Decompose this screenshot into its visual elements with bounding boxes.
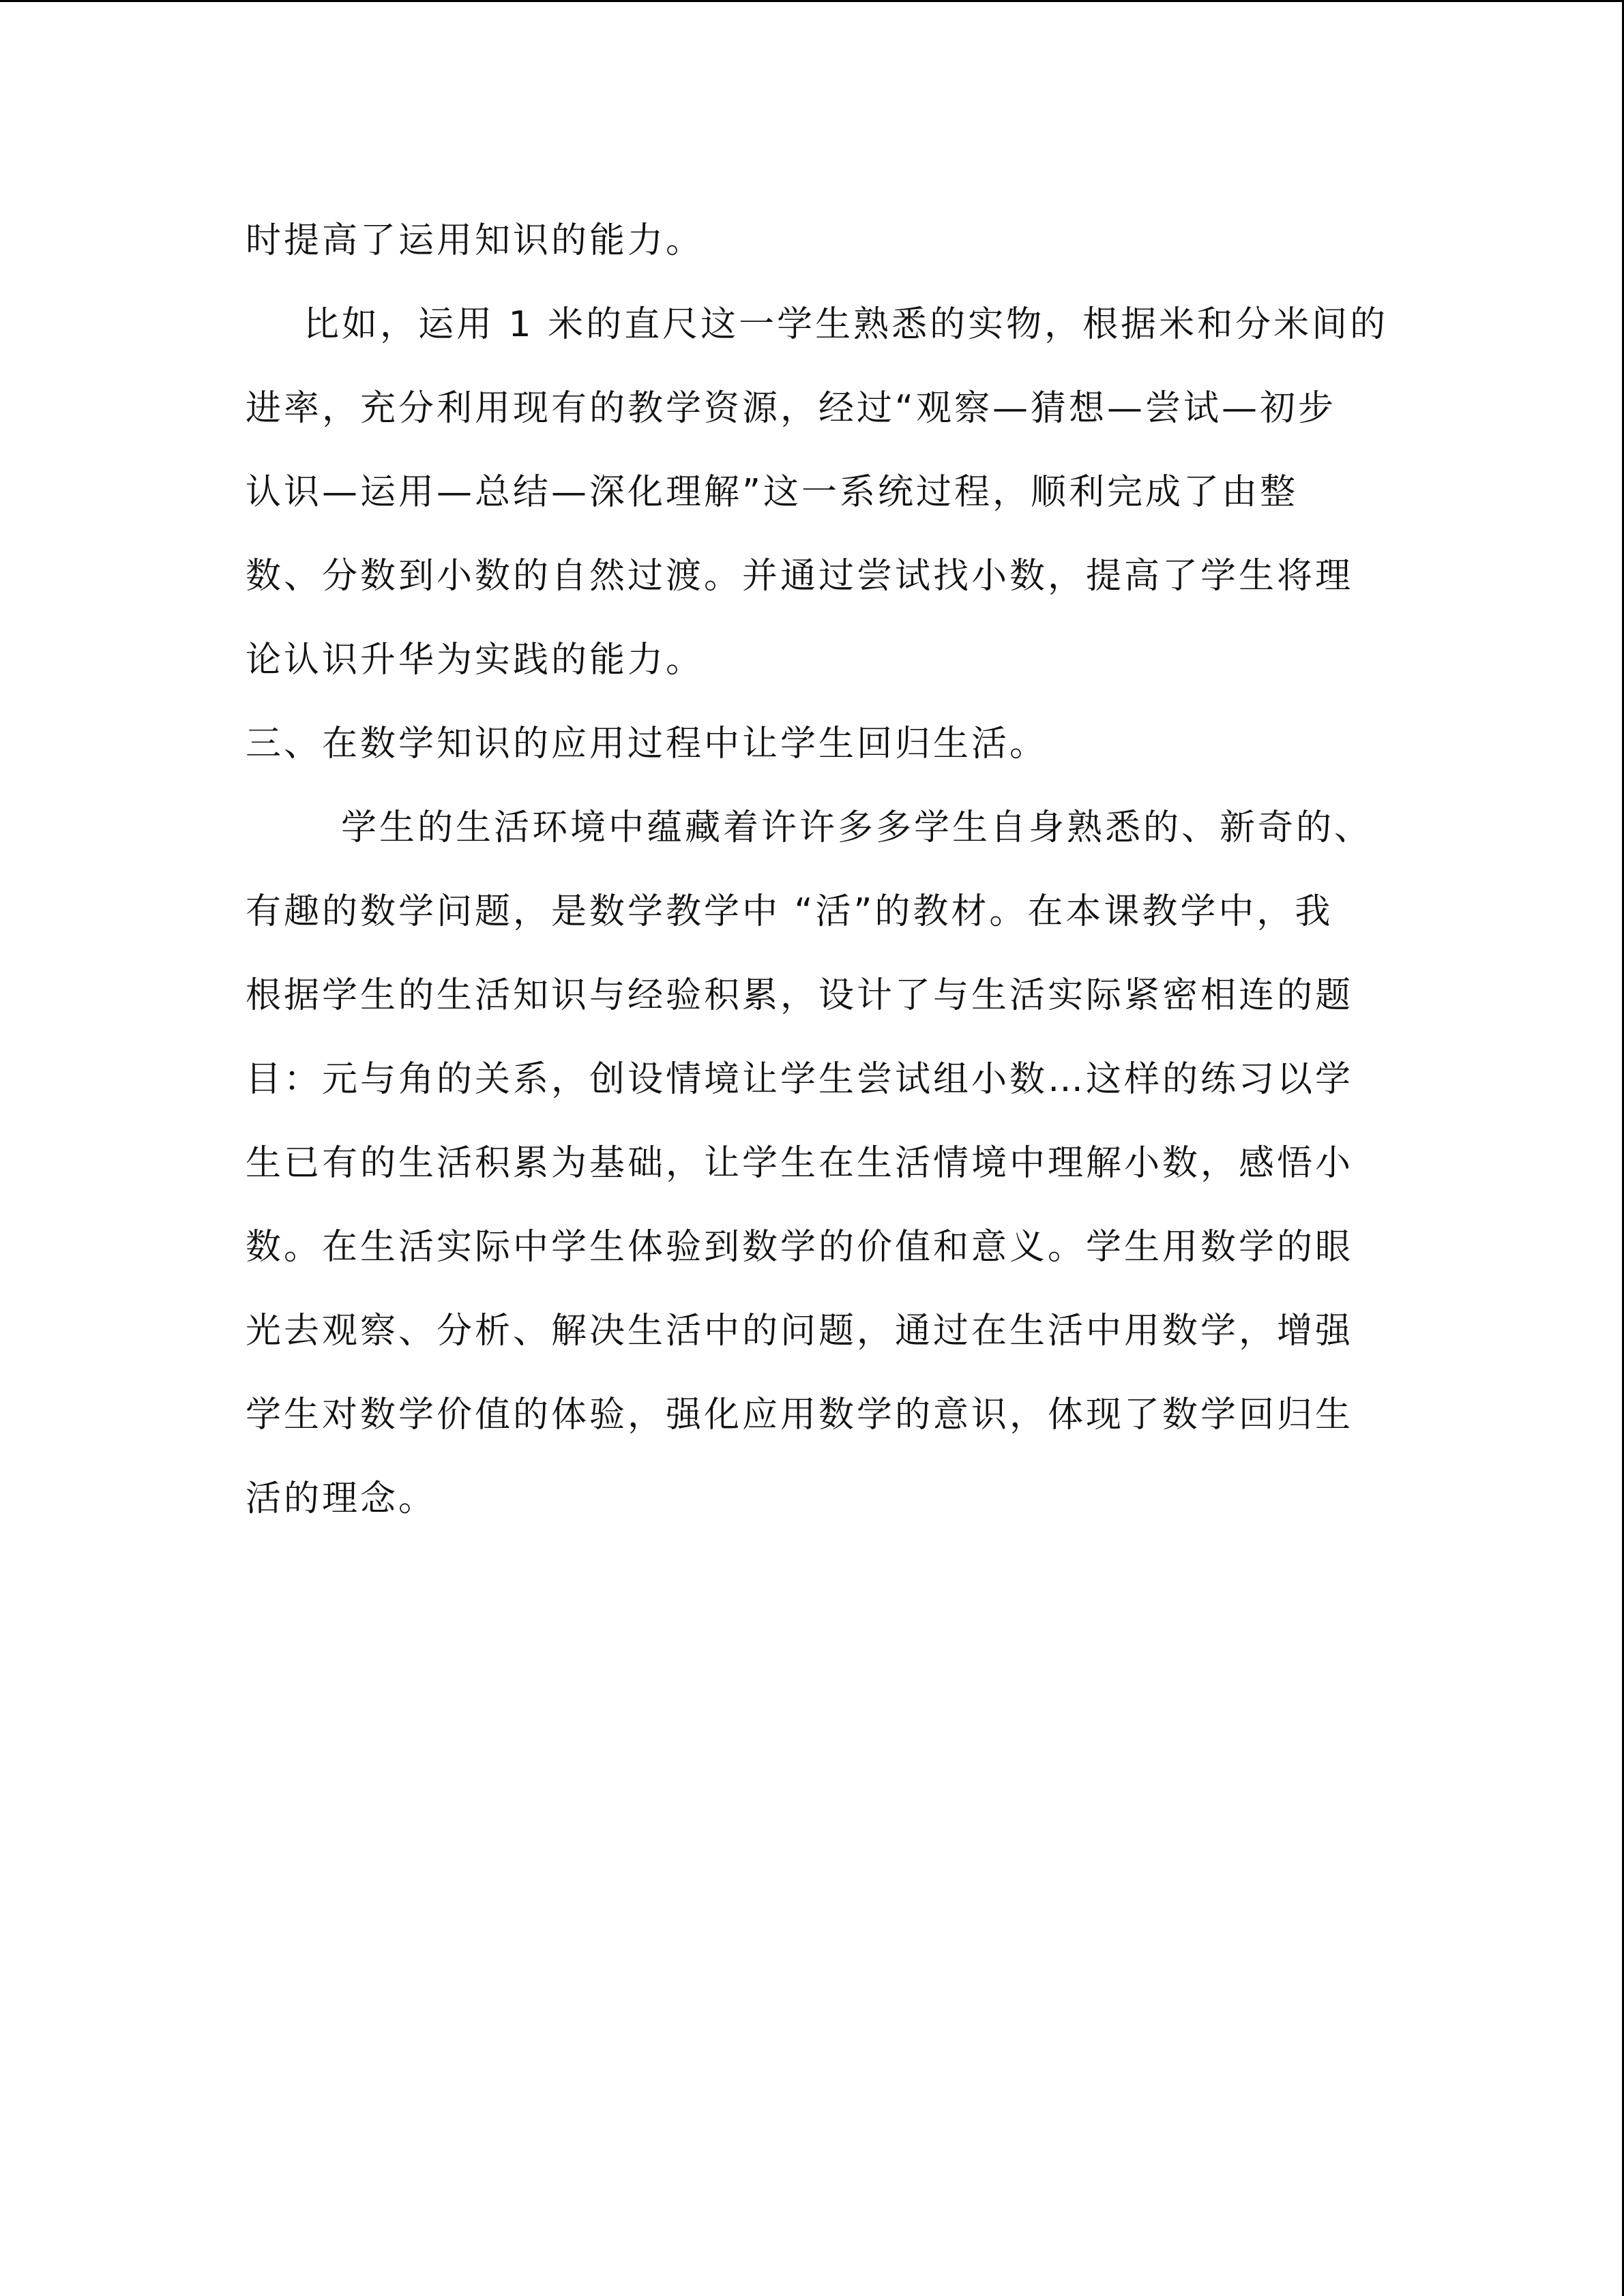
paragraph-line: 数、分数到小数的自然过渡。并通过尝试找小数，提高了学生将理 <box>246 556 1354 597</box>
paragraph-line: 时提高了运用知识的能力。 <box>246 220 705 261</box>
paragraph-line: 根据学生的生活知识与经验积累，设计了与生活实际紧密相连的题 <box>246 975 1354 1016</box>
paragraph-line: 光去观察、分析、解决生活中的问题，通过在生活中用数学，增强 <box>246 1311 1354 1352</box>
section-heading: 三、在数学知识的应用过程中让学生回归生活。 <box>246 724 1048 764</box>
paragraph-line: 认识—运用—总结—深化理解”这一系统过程，顺利完成了由整 <box>246 472 1298 513</box>
paragraph-line: 论认识升华为实践的能力。 <box>246 640 705 681</box>
paragraph-line: 目：元与角的关系，创设情境让学生尝试组小数…这样的练习以学 <box>246 1059 1354 1100</box>
paragraph-line: 进率，充分利用现有的教学资源，经过“观察—猜想—尝试—初步 <box>246 388 1336 429</box>
paragraph-line: 比如，运用 1 米的直尺这一学生熟悉的实物，根据米和分米间的 <box>304 304 1389 345</box>
paragraph-line: 学生对数学价值的体验，强化应用数学的意识，体现了数学回归生 <box>246 1395 1354 1435</box>
paragraph-line: 生已有的生活积累为基础，让学生在生活情境中理解小数，感悟小 <box>246 1143 1354 1184</box>
paragraph-line: 活的理念。 <box>246 1478 437 1519</box>
paragraph-line: 数。在生活实际中学生体验到数学的价值和意义。学生用数学的眼 <box>246 1227 1354 1268</box>
paragraph-line: 有趣的数学问题，是数学教学中 “活”的教材。在本课教学中，我 <box>246 891 1333 932</box>
paragraph-line: 学生的生活环境中蕴藏着许许多多学生自身熟悉的、新奇的、 <box>341 807 1373 848</box>
